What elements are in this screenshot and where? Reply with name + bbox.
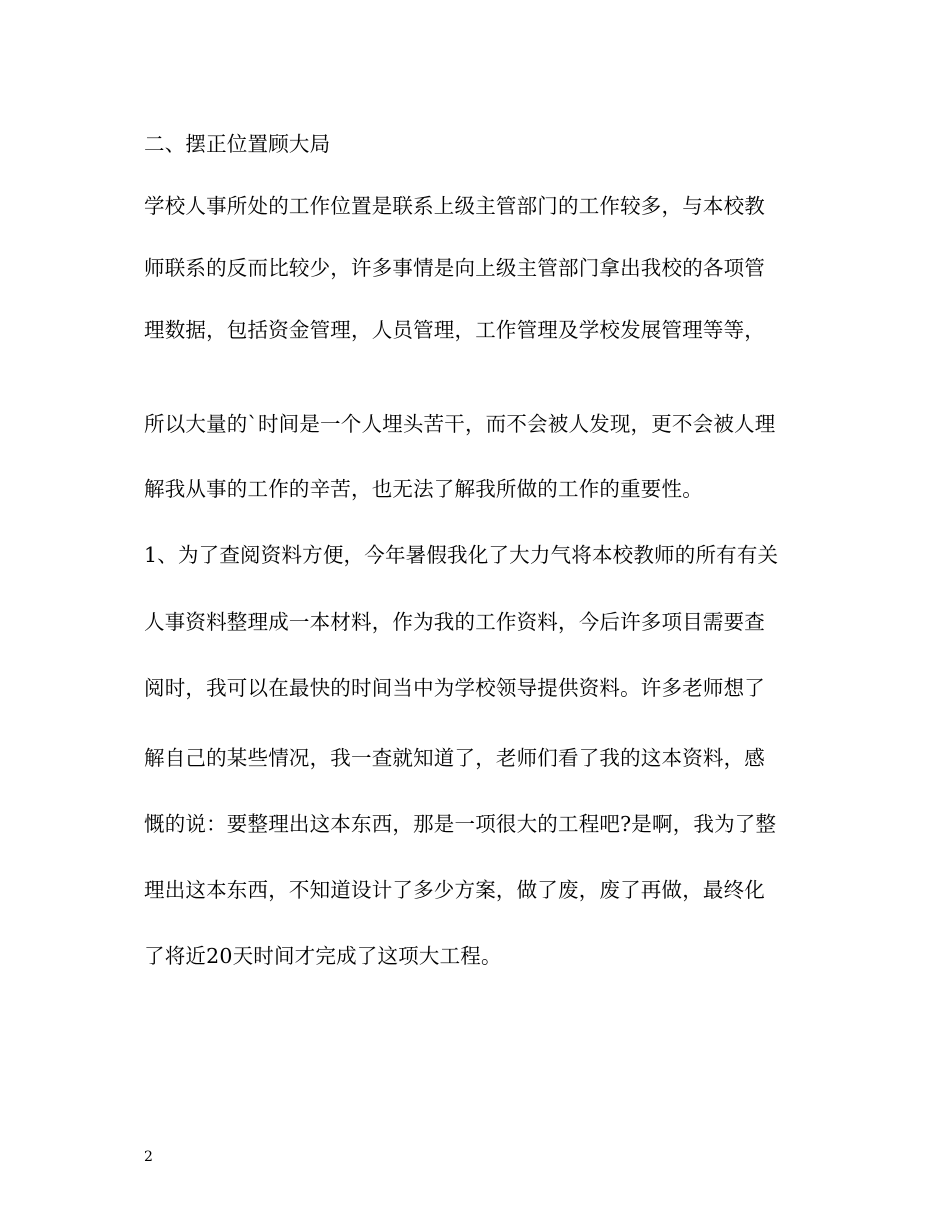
- paragraph-line: 1、为了查阅资料方便，今年暑假我化了大力气将本校教师的所有有关: [144, 543, 779, 567]
- paragraph-line: 理出这本东西，不知道设计了多少方案，做了废，废了再做，最终化: [144, 878, 765, 902]
- paragraph-line: 了将近20天时间才完成了这项大工程。: [144, 944, 502, 968]
- paragraph-line: 所以大量的`时间是一个人埋头苦干，而不会被人发现，更不会被人理: [144, 412, 776, 436]
- paragraph-line: 理数据，包括资金管理，人员管理，工作管理及学校发展管理等等，: [144, 318, 765, 342]
- paragraph-line: 解我从事的工作的辛苦，也无法了解我所做的工作的重要性。: [144, 477, 703, 501]
- page-number: 2: [144, 1149, 153, 1165]
- paragraph-line: 人事资料整理成一本材料，作为我的工作资料，今后许多项目需要查: [144, 610, 765, 634]
- section-heading: 二、摆正位置顾大局: [144, 132, 331, 156]
- paragraph-line: 解自己的某些情况，我一查就知道了，老师们看了我的这本资料，感: [144, 746, 765, 770]
- paragraph-line: 慨的说：要整理出这本东西，那是一项很大的工程吧?是啊，我为了整: [144, 812, 777, 836]
- paragraph-line: 学校人事所处的工作位置是联系上级主管部门的工作较多，与本校教: [144, 194, 765, 218]
- paragraph-line: 阅时，我可以在最快的时间当中为学校领导提供资料。许多老师想了: [144, 676, 765, 700]
- paragraph-line: 师联系的反而比较少，许多事情是向上级主管部门拿出我校的各项管: [144, 256, 765, 280]
